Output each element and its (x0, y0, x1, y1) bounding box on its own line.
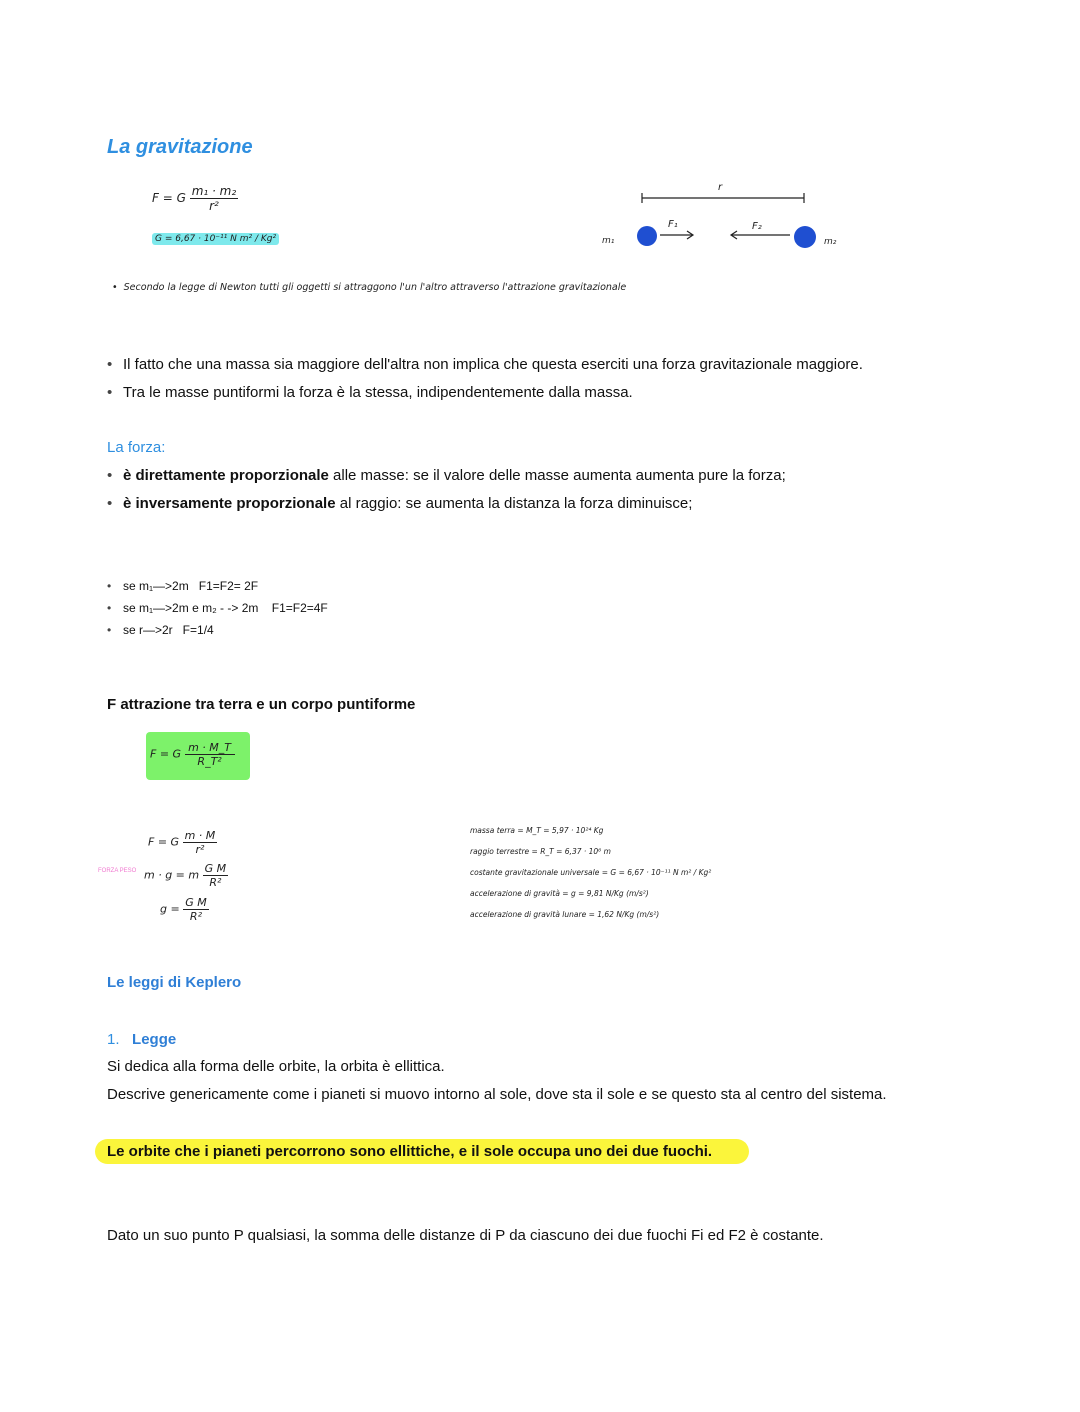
earth-formula-denominator: R_T² (197, 755, 222, 768)
g-constant (152, 234, 279, 244)
derivation-fraction (203, 862, 229, 889)
force-item-rest: al raggio: se aumenta la distanza la forza diminuisce; (335, 495, 693, 512)
earth-formula-numerator: m · M_T (185, 741, 235, 755)
m1-label: m₁ (602, 236, 615, 246)
earth-formula (150, 741, 235, 768)
derivation-numerator: m · M (184, 829, 216, 842)
m1-dot (637, 226, 657, 246)
list-item: massa terra = M_T = 5,97 · 10²⁴ Kg (470, 826, 604, 835)
forza-peso-tag: FORZA PESO (98, 868, 137, 874)
derivation-numerator: G M (185, 896, 207, 909)
newton-note (112, 282, 626, 293)
derivation-lhs: m · g = m (144, 868, 200, 882)
derivation-denominator: R² (189, 910, 202, 923)
m2-dot (794, 226, 816, 248)
kepler-highlight: Le orbite che i pianeti percorrono sono ellittiche, e il sole occupa uno dei due fuochi. (107, 1143, 713, 1160)
formula-denominator: r² (209, 199, 219, 213)
f2-label: F₂ (752, 221, 762, 232)
kepler-law-title (107, 1031, 176, 1048)
g-constant-value: G = 6,67 · 10⁻¹¹ N m² / Kg² (152, 233, 279, 245)
law-label: Legge (132, 1031, 177, 1048)
kepler-line-1: Si dedica alla forma delle orbite, la orbita è ellittica. (107, 1058, 445, 1075)
force-heading: La forza: (107, 439, 166, 456)
r-label: r (718, 182, 723, 193)
derivation-numerator: G M (204, 862, 227, 875)
force-item-rest: alle masse: se il valore delle masse aumenta aumenta pure la forza; (328, 467, 786, 484)
list-item (107, 490, 1007, 518)
law-number: 1. (107, 1031, 120, 1048)
earth-heading: F attrazione tra terra e un corpo puntiforme (107, 696, 416, 713)
kepler-line-2: Descrive genericamente come i pianeti si muovo intorno al sole, dove sta il sole e se questo sta al centro del sistema. (107, 1086, 887, 1103)
formula-numerator: m₁ · m₂ (191, 184, 237, 198)
derivation-fraction (183, 896, 209, 923)
m2-label: m₂ (824, 237, 837, 247)
list-item: • se r—>2r F=1/4 (107, 619, 507, 641)
list-item: costante gravitazionale universale = G = 6,67 · 10⁻¹¹ N m² / Kg² (470, 868, 712, 877)
derivation-line-3 (160, 896, 209, 923)
earth-formula-fraction (185, 741, 235, 768)
list-item: raggio terrestre = R_T = 6,37 · 10⁶ m (470, 847, 611, 856)
derivation-denominator: r² (195, 843, 205, 856)
derivation-fraction (183, 829, 218, 856)
derivation-lhs: g = (160, 902, 180, 916)
page-title: La gravitazione (107, 136, 253, 158)
kepler-heading: Le leggi di Keplero (107, 974, 242, 991)
earth-formula-lhs: F = G (150, 747, 182, 761)
list-item: • Il fatto che una massa sia maggiore dell'altra non implica che questa eserciti una forza gravitazionale maggiore. (107, 351, 1007, 379)
derivation-denominator: R² (209, 876, 222, 889)
newton-formula (152, 184, 238, 213)
mass-bullets (107, 351, 1007, 407)
list-item: accelerazione di gravità = g = 9,81 N/Kg (m/s²) (470, 889, 649, 898)
list-item (107, 462, 1007, 490)
list-item: • Tra le masse puntiformi la forza è la stessa, indipendentemente dalla massa. (107, 379, 1007, 407)
kepler-point-text: Dato un suo punto P qualsiasi, la somma delle distanze di P da ciascuno dei due fuochi Fi ed F2 è costante. (107, 1227, 824, 1244)
formula-fraction (190, 184, 238, 213)
bullet-dot: • (112, 282, 124, 293)
cases-list (107, 575, 507, 641)
derivation-line-1 (148, 829, 217, 856)
force-diagram (590, 178, 860, 258)
force-item-bold: è inversamente proporzionale (123, 495, 336, 512)
f1-label: F₁ (668, 219, 678, 230)
constants-list (470, 820, 800, 925)
derivation-line-2 (144, 862, 228, 889)
list-item: • se m₁—>2m F1=F2= 2F (107, 575, 507, 597)
list-item: • se m₁—>2m e m₂ - -> 2m F1=F2=4F (107, 597, 507, 619)
force-item-bold: è direttamente proporzionale (123, 467, 329, 484)
force-bullets (107, 462, 1007, 518)
formula-lhs: F = G (152, 191, 186, 205)
kepler-text (107, 1053, 1007, 1109)
list-item: accelerazione di gravità lunare = 1,62 N/Kg (m/s²) (470, 910, 660, 919)
derivation-lhs: F = G (148, 835, 180, 849)
newton-note-text: Secondo la legge di Newton tutti gli oggetti si attraggono l'un l'altro attraverso l'attrazione gravitazionale (123, 282, 627, 293)
